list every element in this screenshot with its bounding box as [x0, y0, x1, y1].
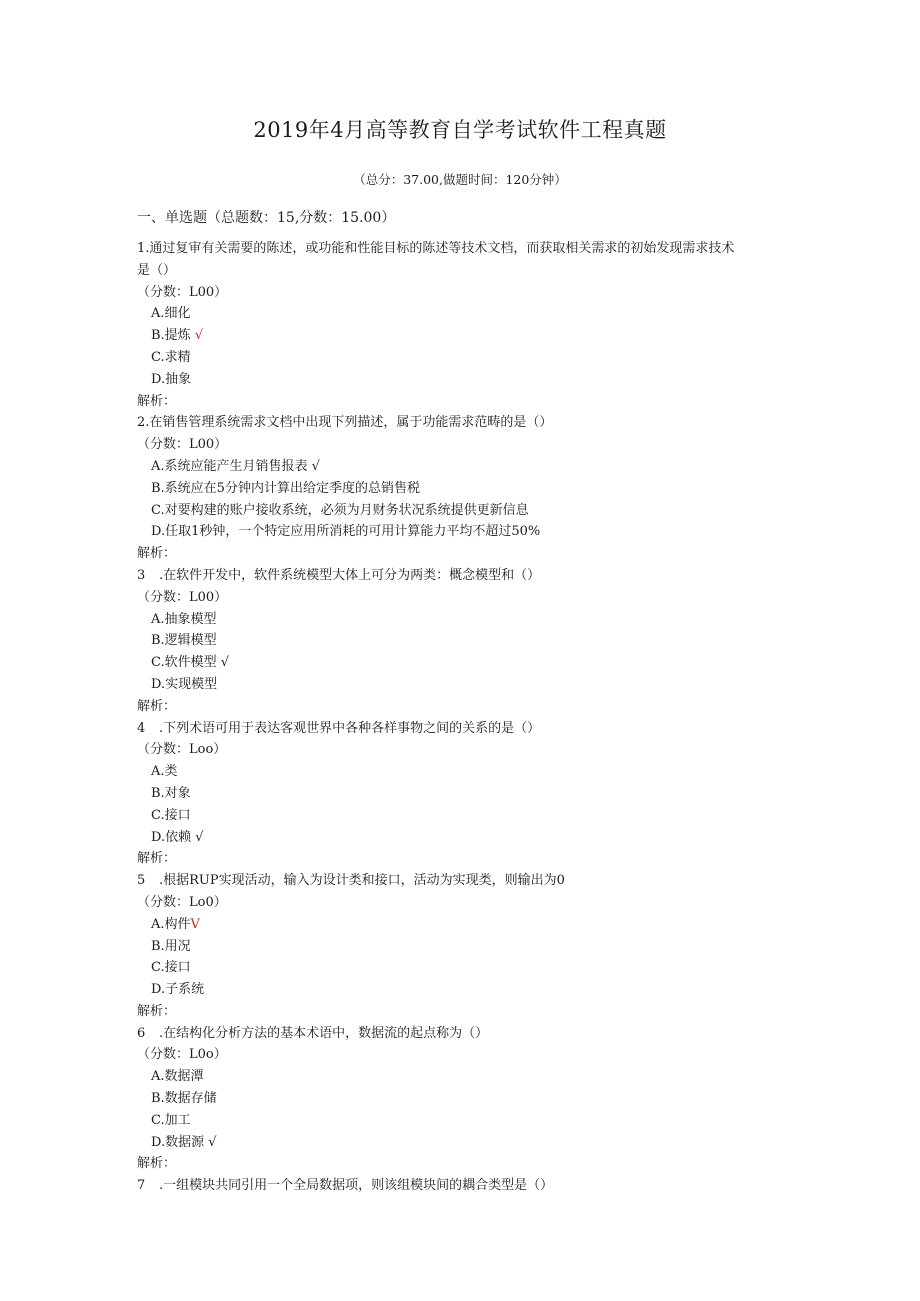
question-text: 1.通过复审有关需要的陈述，或功能和性能目标的陈述等技术文档，而获取相关需求的初始发现需求技术	[137, 238, 787, 260]
question-6	[137, 1023, 787, 1176]
document-title: 2019年4月高等教育自学考试软件工程真题	[253, 118, 667, 142]
question-score: （分数：Loo）	[137, 742, 227, 758]
question-number: 2.	[137, 415, 150, 431]
option-d: D.抽象	[151, 371, 192, 387]
option-b: B.对象	[151, 785, 191, 801]
option-d: D.实现模型	[151, 676, 218, 692]
option-b: B.逻辑模型	[151, 633, 217, 649]
question-4	[137, 718, 787, 871]
question-text: 5 .根据RUP实现活动，输入为设计类和接口，活动为实现类，则输出为0	[137, 870, 787, 892]
option-b: B.用况	[151, 938, 191, 954]
correct-check-icon: √	[195, 829, 204, 845]
option-a: A.细化	[151, 306, 191, 322]
analysis-label: 解析：	[137, 1003, 177, 1019]
analysis-label: 解析：	[137, 546, 177, 562]
option-a: A.抽象模型	[151, 611, 217, 627]
question-5	[137, 870, 787, 1023]
option-d: D.任取1秒钟，一个特定应用所消耗的可用计算能力平均不超过50%	[151, 524, 541, 540]
question-number: 6	[137, 1025, 146, 1041]
question-text: 6 .在结构化分析方法的基本术语中，数据流的起点称为（）	[137, 1023, 787, 1045]
question-list	[137, 238, 787, 1197]
question-text: 7 .一组模块共同引用一个全局数据项，则该组模块间的耦合类型是（）	[137, 1175, 787, 1197]
question-score: （分数：L00）	[137, 284, 228, 300]
question-text: 2.在销售管理系统需求文档中出现下列描述，属于功能需求范畴的是（）	[137, 412, 787, 434]
question-score: （分数：L00）	[137, 437, 228, 453]
option-b: B.系统应在5分钟内计算出给定季度的总销售税	[151, 480, 420, 496]
question-text: 3 .在软件开发中，软件系统模型大体上可分为两类：概念模型和（）	[137, 565, 787, 587]
section-heading: 一、单选题（总题数：15,分数：15.00）	[137, 210, 396, 226]
option-a: A.数据潭	[151, 1069, 204, 1085]
question-number: 3	[137, 567, 146, 583]
question-3	[137, 565, 787, 718]
correct-check-icon: √	[208, 1134, 217, 1150]
analysis-label: 解析：	[137, 851, 177, 867]
option-a: A.系统应能产生月销售报表 √	[151, 458, 320, 474]
question-7	[137, 1175, 787, 1197]
option-d: D.子系统	[151, 982, 205, 998]
option-b: B.数据存储	[151, 1091, 217, 1107]
option-d: D.数据源 √	[151, 1134, 217, 1150]
analysis-label: 解析：	[137, 393, 177, 409]
correct-check-icon: √	[311, 458, 320, 474]
question-number: 1.	[137, 241, 150, 256]
question-text-continued: 是（）	[137, 262, 177, 278]
option-d: D.依赖 √	[151, 829, 204, 845]
option-c: C.加工	[151, 1112, 191, 1128]
correct-check-icon: √	[194, 328, 204, 344]
correct-check-icon: √	[220, 655, 230, 671]
option-c: C.接口	[151, 807, 191, 823]
question-number: 7	[137, 1178, 146, 1194]
option-a: A.类	[151, 764, 178, 780]
question-2	[137, 412, 787, 565]
option-c: C.对要构建的账户接收系统，必须为月财务状况系统提供更新信息	[151, 502, 529, 518]
question-number: 4	[137, 720, 146, 736]
question-score: （分数：Lo0）	[137, 894, 227, 910]
question-1	[137, 238, 787, 412]
question-score: （分数：L0o）	[137, 1047, 227, 1063]
question-text: 4 .下列术语可用于表达客观世界中各种各样事物之间的关系的是（）	[137, 718, 787, 740]
question-number: 5	[137, 873, 146, 889]
analysis-label: 解析：	[137, 1156, 177, 1172]
option-b: B.提炼 √	[151, 328, 204, 344]
analysis-label: 解析：	[137, 698, 177, 714]
option-c: C.软件模型 √	[151, 655, 230, 671]
correct-check-icon: V	[190, 916, 200, 932]
option-a: A.构件V	[151, 916, 200, 932]
option-c: C.求精	[151, 349, 191, 365]
document-subtitle: （总分：37.00,做题时间：120分钟）	[353, 172, 567, 187]
option-c: C.接口	[151, 960, 191, 976]
question-score: （分数：L00）	[137, 589, 228, 605]
